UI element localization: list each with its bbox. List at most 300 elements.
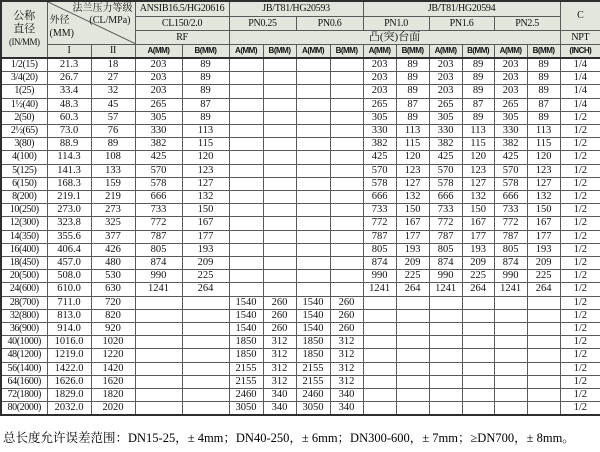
table-cell	[135, 362, 182, 375]
table-cell: 355.6	[47, 230, 91, 243]
table-cell: 1/2	[560, 336, 600, 349]
table-cell: 874	[429, 257, 462, 270]
table-cell: 89	[396, 111, 429, 124]
table-cell	[182, 362, 229, 375]
table-cell: 120	[527, 151, 560, 164]
table-cell: 127	[462, 177, 494, 190]
table-cell: 264	[527, 283, 560, 296]
row-dn-label: 56(1400)	[1, 362, 47, 375]
table-cell: 406.4	[47, 243, 91, 256]
table-cell	[296, 125, 330, 138]
table-cell: 265	[363, 98, 396, 111]
table-cell	[296, 191, 330, 204]
table-cell: 203	[494, 58, 527, 72]
table-cell: 273.0	[47, 204, 91, 217]
row-dn-label: 24(600)	[1, 283, 47, 296]
table-cell	[135, 336, 182, 349]
table-row	[1, 72, 600, 85]
table-cell	[296, 283, 330, 296]
table-cell: 666	[135, 191, 182, 204]
table-cell	[135, 402, 182, 416]
table-cell: 570	[135, 164, 182, 177]
header-b-mm: B(MM)	[330, 44, 363, 58]
table-cell: 48.3	[47, 98, 91, 111]
table-cell: 480	[91, 257, 135, 270]
table-cell: 772	[135, 217, 182, 230]
pressure-class-label: 法兰压力等级	[72, 3, 133, 14]
table-cell: 260	[330, 309, 363, 322]
row-dn-label: 18(450)	[1, 257, 47, 270]
table-cell: 225	[182, 270, 229, 283]
table-cell	[330, 151, 363, 164]
table-cell: 1850	[296, 349, 330, 362]
table-cell: 123	[396, 164, 429, 177]
table-cell: 920	[91, 323, 135, 336]
header-a-mm: A(MM)	[296, 44, 330, 58]
table-cell	[263, 151, 296, 164]
table-cell	[296, 151, 330, 164]
table-cell: 1/2	[560, 230, 600, 243]
table-cell	[494, 336, 527, 349]
table-cell	[263, 191, 296, 204]
table-cell: 330	[135, 125, 182, 138]
table-cell: 265	[494, 98, 527, 111]
table-cell	[494, 309, 527, 322]
table-cell	[296, 58, 330, 72]
table-cell: 203	[429, 58, 462, 72]
row-dn-label: 3(80)	[1, 138, 47, 151]
table-cell	[527, 349, 560, 362]
header-class-pn10: PN1.0	[363, 16, 429, 30]
table-cell	[135, 389, 182, 402]
table-cell	[330, 98, 363, 111]
table-cell: 578	[363, 177, 396, 190]
table-cell: 990	[135, 270, 182, 283]
table-cell: 89	[462, 85, 494, 98]
table-cell: 89	[182, 58, 229, 72]
header-class-pn25: PN2.5	[494, 16, 560, 30]
table-cell: 203	[135, 85, 182, 98]
table-cell: 89	[396, 72, 429, 85]
table-cell	[182, 323, 229, 336]
table-cell: 377	[91, 230, 135, 243]
table-cell	[363, 375, 396, 388]
table-cell: 89	[396, 58, 429, 72]
table-cell: 1829.0	[47, 389, 91, 402]
table-cell	[229, 98, 263, 111]
table-cell	[527, 336, 560, 349]
table-cell	[182, 389, 229, 402]
row-dn-label: 2(50)	[1, 111, 47, 124]
table-cell	[263, 243, 296, 256]
table-cell: 73.0	[47, 125, 91, 138]
table-cell: 1540	[229, 309, 263, 322]
table-cell	[296, 204, 330, 217]
table-cell: 990	[363, 270, 396, 283]
table-cell: 127	[527, 177, 560, 190]
table-cell: 1540	[229, 323, 263, 336]
table-row	[1, 270, 600, 283]
table-cell: 225	[396, 270, 429, 283]
row-dn-label: 5(125)	[1, 164, 47, 177]
table-cell: 120	[462, 151, 494, 164]
table-cell	[135, 323, 182, 336]
table-cell: 177	[527, 230, 560, 243]
table-cell: 108	[91, 151, 135, 164]
table-cell	[330, 164, 363, 177]
table-cell	[229, 151, 263, 164]
table-cell	[330, 58, 363, 72]
table-cell: 772	[429, 217, 462, 230]
table-cell: 1540	[296, 323, 330, 336]
table-cell: 87	[396, 98, 429, 111]
table-row	[1, 323, 600, 336]
table-cell: 57	[91, 111, 135, 124]
header-b-mm: B(MM)	[263, 44, 296, 58]
table-cell: 2155	[229, 362, 263, 375]
table-row	[1, 309, 600, 322]
table-cell: 115	[396, 138, 429, 151]
table-cell: 1/2	[560, 362, 600, 375]
table-cell	[229, 230, 263, 243]
table-cell: 132	[396, 191, 429, 204]
table-cell	[263, 111, 296, 124]
table-cell	[263, 177, 296, 190]
table-cell: 203	[494, 72, 527, 85]
table-cell	[296, 217, 330, 230]
table-cell: 21.3	[47, 58, 91, 72]
table-cell: 570	[429, 164, 462, 177]
table-cell: 1/2	[560, 111, 600, 124]
table-cell: 193	[527, 243, 560, 256]
header-b-mm: B(MM)	[462, 44, 494, 58]
table-cell	[182, 375, 229, 388]
table-cell	[494, 389, 527, 402]
table-cell: 1/2	[560, 283, 600, 296]
table-cell	[494, 296, 527, 309]
table-cell: 1422.0	[47, 362, 91, 375]
row-dn-label: 36(900)	[1, 323, 47, 336]
table-row	[1, 125, 600, 138]
table-cell: 325	[91, 217, 135, 230]
table-cell: 666	[429, 191, 462, 204]
table-cell: 1540	[296, 296, 330, 309]
table-cell: 1/2	[560, 257, 600, 270]
table-cell	[229, 138, 263, 151]
table-cell: 88.9	[47, 138, 91, 151]
table-cell: 120	[182, 151, 229, 164]
row-dn-label: 12(300)	[1, 217, 47, 230]
table-cell: 123	[182, 164, 229, 177]
table-cell: 89	[182, 111, 229, 124]
table-cell	[229, 177, 263, 190]
table-cell: 27	[91, 72, 135, 85]
table-cell	[229, 217, 263, 230]
table-cell: 340	[330, 389, 363, 402]
row-dn-label: 20(500)	[1, 270, 47, 283]
header-nominal-diameter	[1, 1, 47, 58]
table-cell: 260	[263, 323, 296, 336]
table-cell: 141.3	[47, 164, 91, 177]
table-cell	[135, 349, 182, 362]
row-dn-label: 1½(40)	[1, 98, 47, 111]
table-cell: 18	[91, 58, 135, 72]
table-cell: 123	[527, 164, 560, 177]
table-cell: 209	[396, 257, 429, 270]
table-row	[1, 349, 600, 362]
pressure-class-unit: (CL/MPa)	[89, 15, 131, 26]
header-a-mm: A(MM)	[494, 44, 527, 58]
row-dn-label: 48(1200)	[1, 349, 47, 362]
table-cell: 426	[91, 243, 135, 256]
table-cell: 2460	[229, 389, 263, 402]
table-cell	[429, 349, 462, 362]
table-cell	[396, 375, 429, 388]
header-b-mm: B(MM)	[182, 44, 229, 58]
table-row	[1, 402, 600, 416]
table-cell: 219	[91, 191, 135, 204]
table-row	[1, 362, 600, 375]
table-cell: 1241	[429, 283, 462, 296]
table-cell	[263, 72, 296, 85]
table-header	[1, 1, 600, 58]
table-cell	[330, 125, 363, 138]
table-cell: 89	[462, 58, 494, 72]
table-cell	[462, 389, 494, 402]
table-cell	[363, 323, 396, 336]
table-row	[1, 336, 600, 349]
table-cell: 123	[462, 164, 494, 177]
table-cell: 113	[182, 125, 229, 138]
table-cell: 340	[263, 389, 296, 402]
table-cell	[263, 164, 296, 177]
table-cell: 733	[429, 204, 462, 217]
table-cell: 177	[182, 230, 229, 243]
table-cell: 132	[527, 191, 560, 204]
table-cell	[229, 257, 263, 270]
table-cell	[396, 309, 429, 322]
table-cell: 330	[429, 125, 462, 138]
table-body	[1, 58, 600, 415]
table-cell	[396, 296, 429, 309]
table-cell: 89	[462, 72, 494, 85]
header-a-mm: A(MM)	[363, 44, 396, 58]
table-cell	[263, 138, 296, 151]
table-cell	[396, 336, 429, 349]
table-cell: 1850	[296, 336, 330, 349]
table-row	[1, 283, 600, 296]
table-cell: 382	[494, 138, 527, 151]
table-cell: 26.7	[47, 72, 91, 85]
table-cell	[229, 164, 263, 177]
table-cell: 177	[396, 230, 429, 243]
table-cell: 1241	[494, 283, 527, 296]
row-dn-label: 10(250)	[1, 204, 47, 217]
table-row	[1, 204, 600, 217]
table-row	[1, 257, 600, 270]
table-cell	[429, 402, 462, 416]
table-cell	[396, 323, 429, 336]
table-cell	[363, 309, 396, 322]
table-cell: 787	[135, 230, 182, 243]
table-cell: 733	[135, 204, 182, 217]
table-cell: 570	[363, 164, 396, 177]
table-cell	[229, 125, 263, 138]
table-cell	[330, 138, 363, 151]
table-cell: 874	[363, 257, 396, 270]
table-cell: 312	[330, 362, 363, 375]
row-dn-label: 1/2(15)	[1, 58, 47, 72]
table-cell: 203	[363, 72, 396, 85]
row-dn-label: 3/4(20)	[1, 72, 47, 85]
table-cell: 340	[330, 402, 363, 416]
table-cell: 1241	[135, 283, 182, 296]
table-cell	[229, 283, 263, 296]
tolerance-note: 总长度允许误差范围：DN15-25，± 4mm；DN40-250，± 6mm；DN300-600，± 7mm；≥DN700，± 8mm。	[3, 431, 575, 445]
row-dn-label: 64(1600)	[1, 375, 47, 388]
table-cell: 720	[91, 296, 135, 309]
table-cell: 115	[527, 138, 560, 151]
table-cell: 264	[182, 283, 229, 296]
table-cell: 578	[429, 177, 462, 190]
table-cell	[462, 323, 494, 336]
table-cell: 265	[135, 98, 182, 111]
table-cell: 805	[363, 243, 396, 256]
table-cell: 1016.0	[47, 336, 91, 349]
nominal-unit: (IN/MM)	[9, 37, 40, 47]
table-cell: 578	[494, 177, 527, 190]
table-cell: 666	[494, 191, 527, 204]
table-cell: 167	[396, 217, 429, 230]
table-cell: 219.1	[47, 191, 91, 204]
table-cell: 89	[182, 72, 229, 85]
table-cell: 1540	[229, 296, 263, 309]
table-cell: 630	[91, 283, 135, 296]
table-cell	[296, 164, 330, 177]
table-cell	[296, 230, 330, 243]
header-class-pn025: PN0.25	[229, 16, 296, 30]
table-cell	[263, 85, 296, 98]
table-cell: 312	[263, 362, 296, 375]
row-dn-label: 8(200)	[1, 191, 47, 204]
table-cell: 132	[462, 191, 494, 204]
row-dn-label: 72(1800)	[1, 389, 47, 402]
table-cell	[229, 191, 263, 204]
table-cell: 89	[91, 138, 135, 151]
header-npt: NPT	[560, 30, 600, 44]
table-cell: 733	[494, 204, 527, 217]
table-row	[1, 389, 600, 402]
header-standard-ansi: ANSIB16.5/HG20616	[135, 1, 229, 16]
table-cell	[527, 323, 560, 336]
table-cell: 508.0	[47, 270, 91, 283]
table-cell: 305	[429, 111, 462, 124]
table-cell: 87	[527, 98, 560, 111]
table-cell: 260	[330, 296, 363, 309]
table-cell: 1/2	[560, 389, 600, 402]
table-cell: 113	[462, 125, 494, 138]
table-cell	[135, 309, 182, 322]
table-cell	[229, 111, 263, 124]
table-cell: 132	[182, 191, 229, 204]
table-cell	[182, 336, 229, 349]
table-cell	[527, 375, 560, 388]
table-cell: 1/2	[560, 270, 600, 283]
table-cell	[494, 375, 527, 388]
table-cell: 89	[527, 58, 560, 72]
table-cell	[263, 283, 296, 296]
header-class-pn06: PN0.6	[296, 16, 363, 30]
table-cell: 1/2	[560, 177, 600, 190]
header-a-mm: A(MM)	[229, 44, 263, 58]
row-dn-label: 4(100)	[1, 151, 47, 164]
table-cell: 1820	[91, 389, 135, 402]
header-a-mm: A(MM)	[429, 44, 462, 58]
table-cell	[263, 204, 296, 217]
table-cell: 1540	[296, 309, 330, 322]
table-cell: 203	[429, 85, 462, 98]
table-cell	[263, 217, 296, 230]
table-cell: 193	[462, 243, 494, 256]
table-cell: 193	[396, 243, 429, 256]
table-cell: 3050	[296, 402, 330, 416]
table-cell: 312	[263, 349, 296, 362]
table-cell	[182, 402, 229, 416]
table-cell	[494, 323, 527, 336]
table-cell: 1850	[229, 336, 263, 349]
table-cell: 45	[91, 98, 135, 111]
table-cell: 666	[363, 191, 396, 204]
table-cell: 1241	[363, 283, 396, 296]
table-cell: 530	[91, 270, 135, 283]
table-row	[1, 375, 600, 388]
table-cell	[263, 270, 296, 283]
table-cell: 1850	[229, 349, 263, 362]
table-cell: 2155	[229, 375, 263, 388]
table-cell	[462, 309, 494, 322]
table-cell: 1020	[91, 336, 135, 349]
table-row	[1, 177, 600, 190]
table-cell	[296, 177, 330, 190]
table-cell	[330, 270, 363, 283]
table-cell: 1/2	[560, 323, 600, 336]
table-cell	[263, 125, 296, 138]
table-cell	[396, 362, 429, 375]
table-cell: 114.3	[47, 151, 91, 164]
table-cell	[330, 217, 363, 230]
table-cell: 89	[396, 85, 429, 98]
table-cell: 209	[527, 257, 560, 270]
table-cell: 1626.0	[47, 375, 91, 388]
table-cell: 2020	[91, 402, 135, 416]
table-cell: 1620	[91, 375, 135, 388]
table-cell	[229, 204, 263, 217]
table-cell: 3050	[229, 402, 263, 416]
table-cell: 305	[494, 111, 527, 124]
table-cell: 225	[462, 270, 494, 283]
header-c-column: C	[560, 1, 600, 30]
table-cell: 787	[429, 230, 462, 243]
row-dn-label: 28(700)	[1, 296, 47, 309]
table-cell: 260	[263, 309, 296, 322]
table-cell: 330	[363, 125, 396, 138]
table-cell: 1/2	[560, 217, 600, 230]
table-cell	[330, 230, 363, 243]
header-od-pressure-diagonal-cell	[47, 1, 135, 44]
table-cell	[330, 85, 363, 98]
nominal-line2: 直径	[13, 23, 36, 35]
table-cell: 1/2	[560, 204, 600, 217]
